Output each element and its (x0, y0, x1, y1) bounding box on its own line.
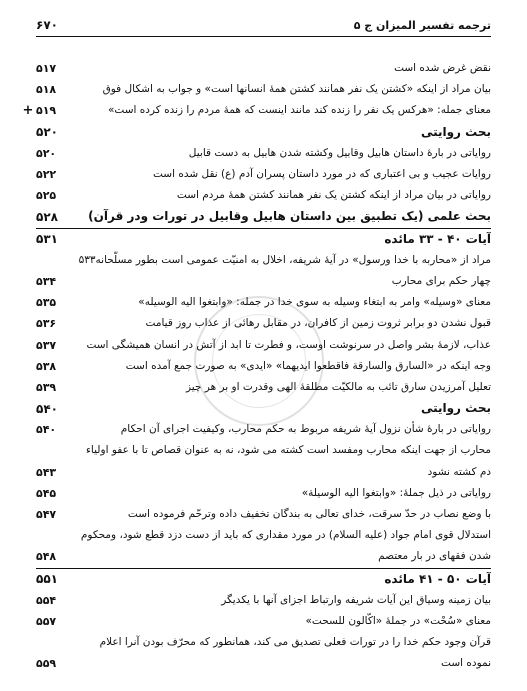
toc-entry-row (36, 504, 491, 525)
toc-page-number: ۵۳۱ (36, 232, 58, 247)
section-heading-row (36, 228, 491, 250)
toc-page-number: ۵۴۳ (36, 465, 57, 479)
toc-entry-row (36, 590, 491, 611)
toc-entry-row (36, 653, 491, 674)
table-of-contents (22, 58, 491, 674)
toc-entry-text: بحث روایتی (420, 124, 491, 139)
toc-page-number: ۵۴۷ (36, 508, 57, 522)
toc-entry-text: نقض غرض شده است (394, 62, 491, 75)
toc-entry-text: چهار حکم برای محارب (391, 274, 491, 287)
toc-entry-row (36, 58, 491, 79)
toc-page-number: ۵۵۱ (36, 572, 58, 587)
toc-entry-row (36, 525, 491, 546)
toc-page-number: ۵۴۰ (36, 401, 58, 416)
toc-entry-row (36, 292, 491, 313)
toc-entry-text: بیان زمینه وسیاق این آیات شریفه وارتباط اجزای آنها با یکدیگر (221, 593, 491, 606)
toc-entry-row (36, 611, 491, 632)
running-title: ترجمه تفسیر المیزان ج ۵ (353, 18, 491, 32)
toc-page-number: ۵۵۹ (36, 657, 57, 671)
toc-entry-row (36, 462, 491, 483)
toc-page-number: ۵۲۰ (36, 125, 58, 140)
toc-entry-row (36, 632, 491, 653)
section-heading-row (36, 568, 491, 590)
toc-entry-text: عذاب، لازمهٔ بشر واصل در سرنوشت اوست، و فطرت تا ابد از آتش در انسان همیشگی است (86, 338, 491, 351)
toc-entry-text: تعلیل آمرزیدن سارق تائب به مالکیّت مطلقهٔ الهی وقدرت او بر هر چیز (185, 380, 491, 393)
toc-entry-text: محارب از جهت اینکه محارب ومفسد است کشته می شود، نه به عنوان قصاص تا با عفو اولیاء (86, 444, 491, 457)
toc-entry-row (36, 356, 491, 377)
toc-entry-text: بحث علمی (یک تطبیق بین داستان هابیل وقابیل در تورات ودر قرآن) (88, 209, 491, 224)
toc-entry-text: با وضع نصاب در حدّ سرقت، خدای تعالی به بندگان تخفیف داده وترحّم فرموده است (127, 508, 491, 521)
toc-entry-row (36, 546, 491, 567)
section-heading-row (36, 122, 491, 143)
toc-entry-text: معنای «سُحْت» در جملهٔ «اکّالون للسحت» (305, 614, 491, 627)
toc-page-number: ۵۴۰ (36, 423, 57, 437)
toc-entry-text: قبول نشدن دو برابر ثروت زمین از کافران، در مقابل رهائی از عذاب روز قیامت (145, 317, 491, 330)
toc-entry-text: روایات عجیب و بی اعتباری که در مورد داستان پسران آدم (ع) نقل شده است (153, 168, 491, 181)
toc-entry-row (36, 250, 491, 271)
toc-entry-text: روایاتی در بارهٔ داستان هابیل وقابیل وکشته شدن هابیل به دست قابیل (188, 146, 491, 159)
toc-page-number: ۵۲۵ (36, 189, 57, 203)
toc-entry-row (36, 334, 491, 355)
toc-entry-row (36, 79, 491, 100)
toc-page-number: ۵۳۸ (36, 359, 57, 373)
toc-page-number: ۵۱۷ (36, 62, 57, 76)
toc-page-number: ۵۱۹ (36, 104, 57, 118)
toc-entry-row (36, 419, 491, 440)
toc-entry-text: استدلال قوی امام جواد (علیه السلام) در مورد مقداری که باید از دست دزد قطع شود، ومحکوم (80, 529, 491, 542)
toc-entry-text: آیات ۴۰ - ۳۳ مائده (384, 231, 491, 246)
toc-page-number: ۵۱۸ (36, 83, 57, 97)
toc-page-number: ۵۳۵ (36, 296, 57, 310)
toc-page-number: ۵۲۰ (36, 146, 57, 160)
toc-page-number: ۵۴۸ (36, 550, 57, 564)
section-heading-row (36, 206, 491, 227)
toc-entry-text: دم کشته نشود (427, 465, 491, 478)
toc-entry-text: وجه اینکه در «السارق والسارقة فاقطعوا ایدیهما» «ایدی» به صورت جمع آمده است (125, 359, 491, 372)
toc-entry-text: نموده است (441, 657, 491, 670)
toc-page-number: ۵۳۶ (36, 317, 57, 331)
section-heading-row (36, 398, 491, 419)
toc-entry-text: روایاتی در بیان مراد از اینکه کشتن یک نفر همانند کشتن همهٔ مردم است (176, 189, 491, 202)
toc-page-number: ۵۵۴ (36, 593, 57, 607)
margin-marker: + (22, 103, 34, 119)
toc-page-number: ۵۵۷ (36, 614, 57, 628)
toc-page-number: ۵۲۲ (36, 168, 57, 182)
toc-entry-row (36, 271, 491, 292)
toc-entry-text: مراد از «محاربه با خدا ورسول» در آیهٔ شریفه، اخلال به امنیّت عمومی است بطور مسلّحانه۵۳۳ (78, 253, 491, 266)
toc-entry-row (36, 143, 491, 164)
toc-entry-text: شدن فقهای در بار معتصم (378, 550, 491, 563)
toc-entry-text: آیات ۵۰ - ۴۱ مائده (384, 571, 491, 586)
toc-page-number: ۵۲۸ (36, 209, 58, 224)
toc-entry-text: بحث روایتی (420, 401, 491, 416)
page-number: ۶۷۰ (36, 18, 58, 32)
toc-entry-row (36, 313, 491, 334)
toc-entry-text: بیان مراد از اینکه «کشتن یک نفر همانند کشتن همهٔ انسانها است» و جواب به اشکال فوق (102, 83, 491, 96)
toc-page-number: ۵۳۹ (36, 380, 57, 394)
toc-entry-row (36, 185, 491, 206)
toc-entry-text: معنای جمله: «هرکس یک نفر را زنده کند مانند اینست که همهٔ مردم را زنده کرده است» (107, 104, 491, 117)
page-header (36, 14, 491, 37)
toc-page-number: ۵۴۵ (36, 486, 57, 500)
toc-page-number: ۵۳۴ (36, 274, 57, 288)
toc-entry-row (36, 377, 491, 398)
toc-entry-row (22, 100, 491, 121)
toc-entry-row (36, 164, 491, 185)
toc-entry-text: قرآن وجود حکم خدا را در تورات فعلی تصدیق می کند، همانطور که محرّف بودن آنرا اعلام (99, 636, 491, 649)
toc-entry-row (36, 440, 491, 461)
toc-entry-text: معنای «وسیله» وامر به ابتغاء وسیله به سوی خدا در جمله: «وابتغوا الیه الوسیله» (138, 296, 491, 309)
toc-page-number: ۵۳۷ (36, 338, 57, 352)
toc-entry-text: روایاتی در بارهٔ شأن نزول آیهٔ شریفه مربوط به حکم محارب، وکیفیت اجرای آن احکام (120, 423, 491, 436)
toc-entry-row (36, 483, 491, 504)
toc-entry-text: روایاتی در ذیل جملهٔ: «وابتغوا الیه الوسیلة» (301, 486, 491, 499)
